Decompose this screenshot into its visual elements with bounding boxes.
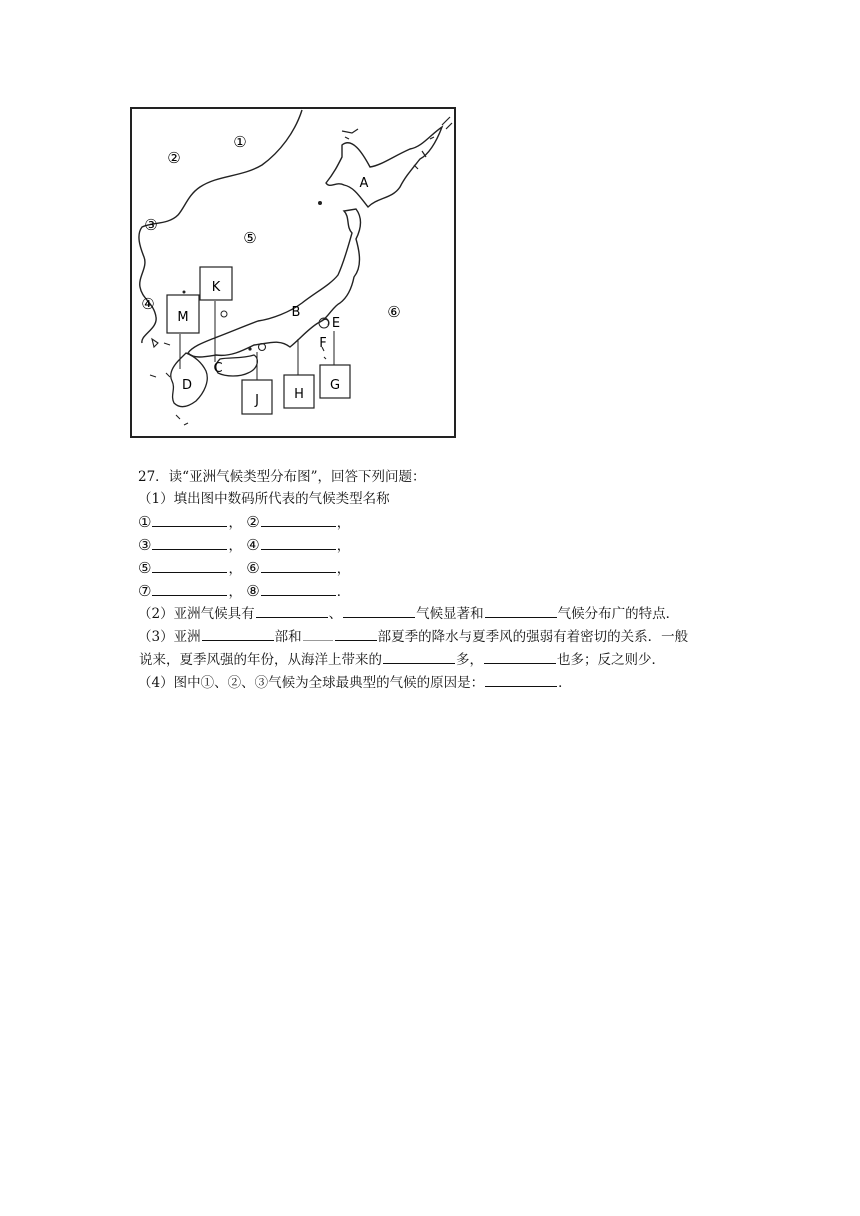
separator: ，	[228, 584, 242, 600]
box-h-label: H	[294, 387, 304, 402]
label-1: ①	[138, 513, 152, 531]
part4-text-b: ．	[558, 675, 572, 691]
row-end: ．	[336, 584, 351, 600]
question-title: 27．读“亚洲气候类型分布图”，回答下列问题：	[138, 469, 426, 485]
answer-blank-p4-1[interactable]	[485, 672, 557, 687]
answer-blank-p3-4[interactable]	[484, 649, 556, 664]
label-4: ④	[246, 536, 260, 554]
answer-blank-6[interactable]	[261, 558, 336, 573]
part3-line-1	[138, 626, 688, 648]
part1-row-4	[138, 580, 350, 603]
answer-blank-p3-2[interactable]	[335, 626, 377, 641]
separator: ，	[228, 561, 242, 577]
part3-text-a: （3）亚洲	[138, 629, 201, 645]
answer-blank-p3-1[interactable]	[202, 626, 274, 641]
row-end: ，	[336, 561, 351, 577]
part4-text-a: （4）图中①、②、③气候为全球最典型的气候的原因是：	[138, 675, 485, 691]
place-f-label: F	[319, 336, 327, 351]
part1-row-1	[138, 511, 350, 534]
part2-text-c: 气候显著和	[416, 606, 484, 622]
underline-gap	[303, 626, 333, 641]
answer-blank-5[interactable]	[152, 558, 227, 573]
part1-intro: （1）填出图中数码所代表的气候类型名称	[138, 491, 390, 507]
answer-blank-p2-1[interactable]	[256, 603, 328, 618]
answer-blank-4[interactable]	[261, 535, 336, 550]
box-m-label: M	[177, 310, 189, 325]
part3-text-c: 部夏季的降水与夏季风的强弱有着密切的关系．一般	[377, 629, 689, 645]
box-j-label: J	[255, 393, 259, 408]
separator: ，	[228, 538, 242, 554]
part1-row-2	[138, 534, 350, 557]
part2	[138, 603, 679, 625]
part2-text-b: 、	[328, 606, 343, 622]
zone-3-label: ③	[144, 216, 158, 234]
answer-blank-8[interactable]	[261, 581, 336, 596]
zone-4-label: ④	[141, 295, 155, 313]
answer-blank-3[interactable]	[152, 535, 227, 550]
label-5: ⑤	[138, 559, 152, 577]
part2-text-a: （2）亚洲气候具有	[138, 606, 255, 622]
zone-6-label: ⑥	[387, 303, 401, 321]
answer-blank-p3-3[interactable]	[383, 649, 455, 664]
part1-row-3	[138, 557, 350, 580]
separator: ，	[228, 515, 242, 531]
zone-2-label: ②	[167, 149, 181, 167]
japan-map	[130, 107, 456, 438]
part3-text-d: 说来，夏季风强的年份，从海洋上带来的	[139, 652, 382, 668]
box-g-label: G	[329, 378, 341, 393]
part2-text-d: 气候分布广的特点．	[557, 606, 680, 622]
answer-blank-p2-3[interactable]	[485, 603, 557, 618]
part3-text-e: 多，	[456, 652, 483, 668]
place-d-label: D	[181, 378, 193, 393]
answer-blank-1[interactable]	[152, 512, 227, 527]
label-7: ⑦	[138, 582, 152, 600]
answer-blank-7[interactable]	[152, 581, 227, 596]
part4	[138, 672, 572, 694]
part3-text-b: 部和	[274, 629, 302, 645]
answer-blank-p2-2[interactable]	[343, 603, 415, 618]
row-end: ，	[336, 515, 351, 531]
zone-1-label: ①	[233, 133, 247, 151]
place-a-label: A	[359, 176, 369, 191]
place-c-label: C	[213, 361, 223, 376]
label-8: ⑧	[246, 582, 260, 600]
label-6: ⑥	[246, 559, 260, 577]
row-end: ，	[336, 538, 351, 554]
part3-line-2	[139, 649, 665, 671]
label-2: ②	[246, 513, 260, 531]
place-e-label: E	[331, 316, 341, 331]
zone-5-label: ⑤	[243, 229, 257, 247]
box-k-label: K	[211, 280, 221, 295]
answer-blank-2[interactable]	[261, 512, 336, 527]
place-b-label: B	[291, 305, 301, 320]
label-3: ③	[138, 536, 152, 554]
part3-text-f: 也多；反之则少．	[557, 652, 665, 668]
